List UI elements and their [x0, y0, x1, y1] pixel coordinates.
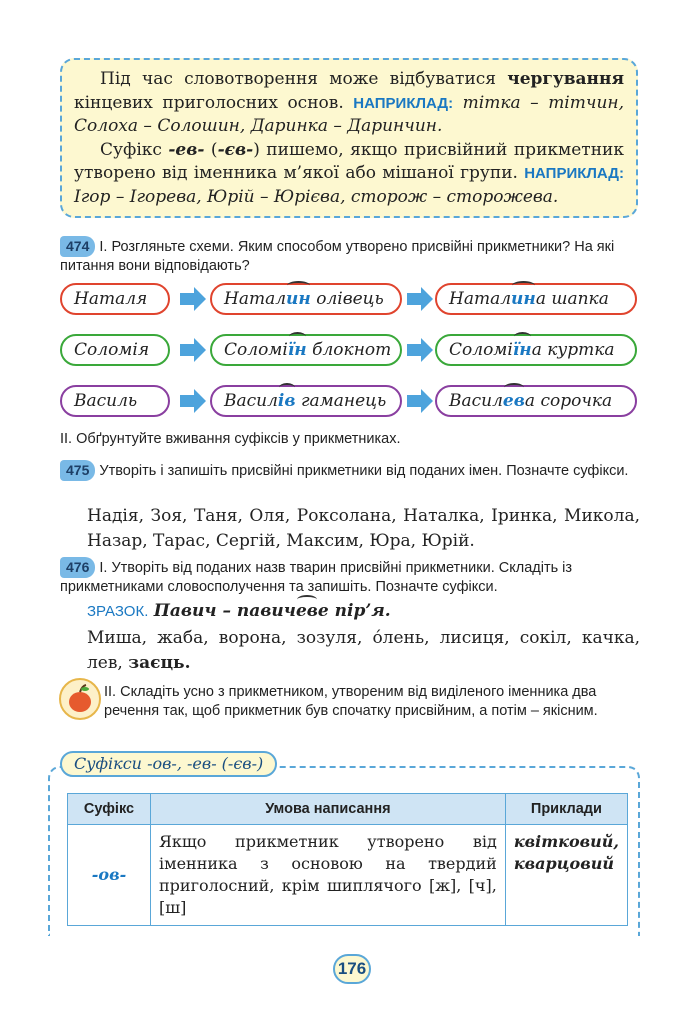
names-list: Надія, Зоя, Таня, Оля, Роксолана, Наталка, Іринка, Микола, Назар, Тарас, Сергій, Максим, Юра, Юрій. — [87, 506, 640, 551]
scheme-mid-3 — [210, 385, 402, 417]
scheme-word: а куртка — [531, 340, 615, 360]
rule-text: Суфікс — [100, 139, 169, 160]
animals-text: Миша, жаба, ворона, зозуля, о́лень, лисиця, сокіл, качка, лев, — [87, 628, 640, 673]
scheme-word: олівець — [310, 289, 384, 309]
cell-suffix: -ов- — [68, 825, 151, 926]
scheme-word: Натал — [449, 289, 512, 309]
scheme-suffix: їн — [288, 336, 307, 364]
scheme-end-1 — [435, 283, 637, 315]
scheme-suffix: ин — [286, 285, 311, 313]
scheme-mid-1 — [210, 283, 402, 315]
example-label: НАПРИКЛАД: — [524, 165, 624, 182]
exercise-476-text — [60, 557, 640, 597]
rule-paragraph-1 — [74, 68, 624, 139]
example-label: НАПРИКЛАД: — [353, 94, 454, 112]
exercise-474-part2: ІІ. Обґрунтуйте вживання суфіксів у прикметниках. — [60, 431, 401, 447]
exercise-476-part2: ІІ. Складіть усно з прикметником, утвореним від виділеного іменника два речення так, щоб прикметник був спочатку присвійним, а потім – якісним. — [104, 684, 598, 719]
suffix-term: -єв- — [217, 139, 254, 160]
scheme-word: Соломі — [224, 340, 288, 360]
task-text: Утворіть і запишіть присвійні прикметники від поданих імен. Позначте суфікси. — [99, 463, 629, 479]
exercise-number: 474 — [60, 236, 95, 257]
arrow-icon — [407, 287, 433, 311]
rule-text: ( — [204, 139, 218, 160]
arrow-icon — [407, 338, 433, 362]
rule-box — [60, 58, 638, 218]
suffix-table — [67, 793, 628, 926]
table-row — [68, 825, 628, 926]
scheme-word: Соломія — [74, 340, 150, 360]
sample-label: ЗРАЗОК. — [87, 603, 149, 620]
scheme-base-2 — [60, 334, 170, 366]
sample-line — [87, 599, 640, 624]
arrow-icon — [180, 338, 206, 362]
sample-text: Павич – павич — [153, 601, 296, 621]
rule-bold-term: чергування — [507, 69, 624, 89]
scheme-base-1 — [60, 283, 170, 315]
scheme-suffix: ев — [503, 387, 525, 415]
scheme-word: Васил — [224, 391, 278, 411]
apple-icon — [58, 677, 102, 721]
rule-examples: тітка – тітчин, Солоха – Солошин, Даринка – Даринчин. — [74, 92, 624, 136]
cell-examples: квітковий, кварцовий — [505, 825, 627, 926]
scheme-word: Наталя — [74, 289, 148, 309]
scheme-word: Соломі — [449, 340, 513, 360]
task-text: І. Розгляньте схеми. Яким способом утворено присвійні прикметники? На які питання вони відповідають? — [60, 239, 615, 274]
scheme-word: гаманець — [295, 391, 387, 411]
sample-text: е пір’я. — [317, 601, 391, 621]
scheme-word: Васил — [449, 391, 503, 411]
arrow-icon — [180, 287, 206, 311]
scheme-word: блокнот — [306, 340, 392, 360]
table-header-row — [68, 794, 628, 825]
arrow-icon — [180, 389, 206, 413]
header-examples: Приклади — [505, 794, 627, 825]
scheme-end-3 — [435, 385, 637, 417]
scheme-word: Натал — [224, 289, 287, 309]
scheme-word: а сорочка — [524, 391, 613, 411]
exercise-number: 475 — [60, 460, 95, 481]
rule-text: ) пишемо, якщо присвійний прикметник утворено від іменника м’якої або мішаної групи. — [74, 139, 624, 183]
page-number: 176 — [333, 954, 371, 984]
scheme-suffix: ів — [278, 387, 296, 415]
header-condition: Умова написання — [151, 794, 506, 825]
suffix-term: -ев- — [168, 139, 205, 160]
table-title: Суфікси -ов-, -ев- (-єв-) — [60, 751, 277, 777]
scheme-base-3 — [60, 385, 170, 417]
scheme-suffix: ин — [511, 285, 536, 313]
arrow-icon — [407, 389, 433, 413]
highlighted-noun: заєць. — [128, 653, 191, 673]
scheme-end-2 — [435, 334, 637, 366]
rule-text: Під час словотворення може відбуватися — [100, 69, 508, 89]
rule-text: кінцевих приголосних основ. — [74, 92, 354, 113]
rule-examples: Ігор – Ігорева, Юрій – Юрієва, сторож – сторожева. — [74, 186, 559, 207]
rule-paragraph-2 — [74, 139, 624, 210]
exercise-475-text — [60, 460, 640, 481]
scheme-word: Василь — [74, 391, 138, 411]
exercise-number: 476 — [60, 557, 95, 578]
task-text: І. Утворіть від поданих назв тварин присвійні прикметники. Складіть із прикметниками словосполучення та запишіть. Позначте суфікси. — [60, 560, 573, 595]
exercise-474-text — [60, 236, 640, 276]
header-suffix: Суфікс — [68, 794, 151, 825]
sample-suffix: ев — [295, 601, 318, 621]
scheme-mid-2 — [210, 334, 402, 366]
scheme-suffix: їн — [513, 336, 532, 364]
scheme-word: а шапка — [535, 289, 609, 309]
animals-list — [87, 626, 640, 676]
cell-condition: Якщо прикметник утворено від іменника з основою на твердий приголосний, крім шиплячого [ж], [ч], [ш] — [151, 825, 506, 926]
